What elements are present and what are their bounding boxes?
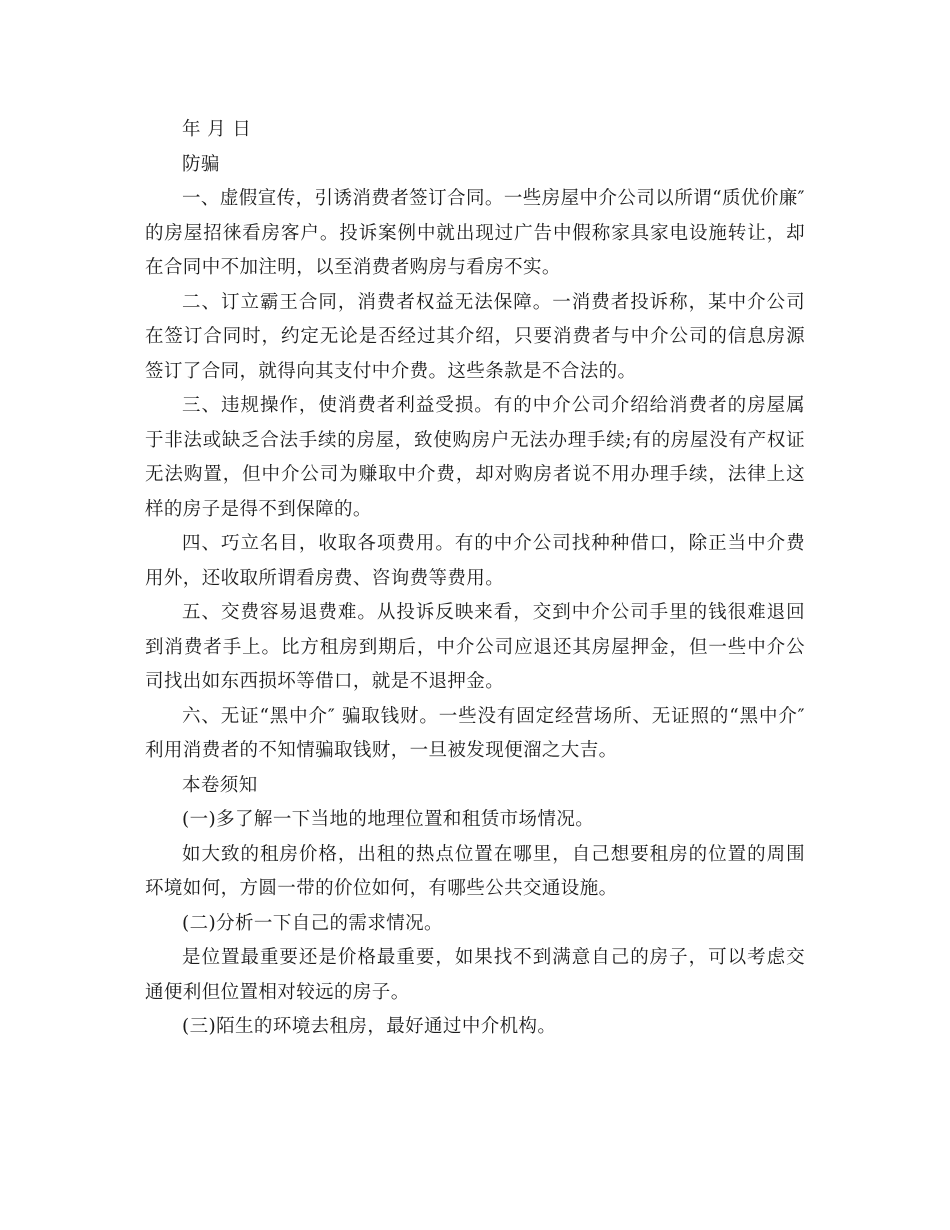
paragraph-false-advertising: 一、虚假宣传，引诱消费者签订合同。一些房屋中介公司以所谓“质优价廉″的房屋招徕看房客户。投诉案例中就出现过广告中假称家具家电设施转让，却在合同中不加注明，以至消费者购房与看房不实。 — [145, 188, 805, 278]
notice-item-1-detail: 如大致的租房价格，出租的热点位置在哪里，自己想要租房的位置的周围环境如何，方圆一带的价位如何，有哪些公共交通设施。 — [145, 843, 805, 899]
paragraph-unlicensed-agent: 六、无证“黑中介″ 骗取钱财。一些没有固定经营场所、无证照的“黑中介″利用消费者的不知情骗取钱财，一旦被发现便溜之大吉。 — [145, 705, 805, 761]
notice-item-3: (三)陌生的环境去租房，最好通过中介机构。 — [182, 1016, 557, 1037]
notice-item-1: (一)多了解一下当地的地理位置和租赁市场情况。 — [182, 809, 595, 830]
notice-item-2-detail: 是位置最重要还是价格最重要，如果找不到满意自己的房子，可以考虑交通便利但位置相对较远的房子。 — [145, 947, 805, 1003]
section-heading-notice: 本卷须知 — [182, 774, 258, 796]
paragraph-illegal-operation: 三、违规操作，使消费者利益受损。有的中介公司介绍给消费者的房屋属于非法或缺乏合法手续的房屋，致使购房户无法办理手续;有的房屋没有产权证无法购置，但中介公司为赚取中介费，却对购房者说不用办理手续，法律上这样的房子是得不到保障的。 — [145, 395, 805, 520]
notice-item-2: (二)分析一下自己的需求情况。 — [182, 912, 443, 934]
date-line: 年 月 日 — [182, 119, 252, 140]
paragraph-refund-difficulty: 五、交费容易退费难。从投诉反映来看，交到中介公司手里的钱很难退回到消费者手上。比方租房到期后，中介公司应退还其房屋押金，但一些中介公司找出如东西损坏等借口，就是不退押金。 — [145, 602, 805, 692]
paragraph-unfair-contract: 二、订立霸王合同，消费者权益无法保障。一消费者投诉称，某中介公司在签订合同时，约定无论是否经过其介绍，只要消费者与中介公司的信息房源签订了合同，就得向其支付中介费。这些条款是不合法的。 — [145, 291, 805, 382]
document-body — [145, 113, 805, 1045]
paragraph-extra-fees: 四、巧立名目，收取各项费用。有的中介公司找种种借口，除正当中介费用外，还收取所谓看房费、咨询费等费用。 — [145, 533, 805, 589]
section-heading-anti-fraud: 防骗 — [182, 153, 220, 175]
